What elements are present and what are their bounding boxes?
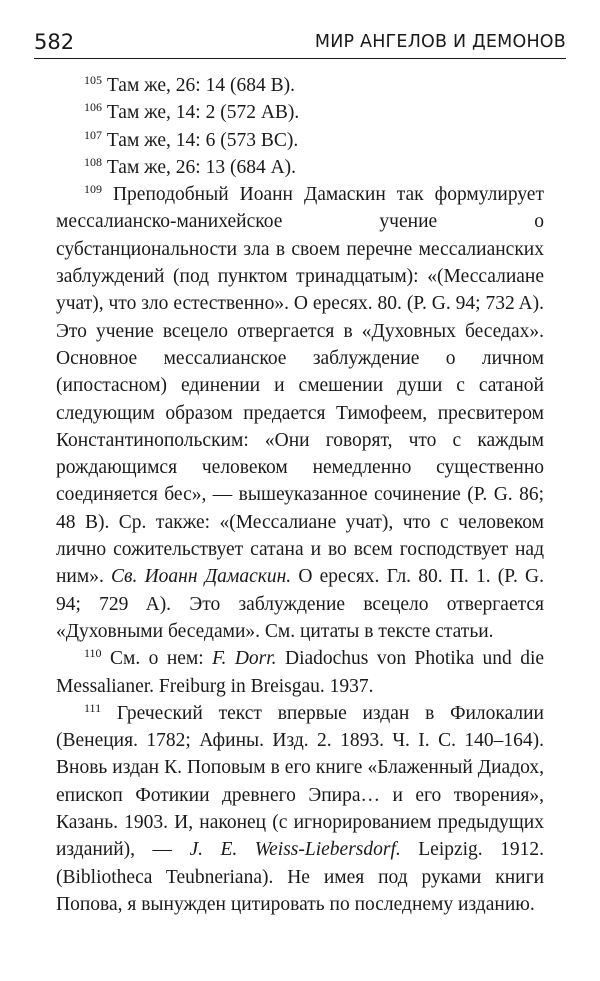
footnote-number: 109 xyxy=(84,182,102,197)
footnote-number: 106 xyxy=(84,100,102,115)
footnote-108 xyxy=(56,154,544,181)
footnote-110 xyxy=(56,645,544,700)
footnote-text: Там же, 14: 2 (572 АВ). xyxy=(106,102,300,124)
footnote-number: 110 xyxy=(84,646,102,661)
page-number: 582 xyxy=(34,30,75,54)
footnote-text: Там же, 26: 13 (684 А). xyxy=(106,156,297,178)
footnote-number: 111 xyxy=(84,700,102,715)
footnote-text-continued: О ересях. Гл. 80. П. 1. (P. G. 94; 729 A). Это заблуждение всецело отвергается «Духовными беседами». См. цитаты в тексте статьи. xyxy=(56,566,545,642)
footnote-text: Diadochus von Photika und die Messalianer. Freiburg in Breisgau. 1937. xyxy=(56,648,545,697)
footnote-text-continued: Leipzig. 1912. (Bibliotheca Teubneriana). Не имея под руками книги Попова, я вынужден цитировать по последнему изданию. xyxy=(56,839,545,915)
footnote-number: 105 xyxy=(84,73,102,87)
footnote-107 xyxy=(56,127,544,154)
footnote-109 xyxy=(56,181,544,645)
footnote-number: 108 xyxy=(84,154,102,169)
footnote-author: J. E. Weiss-Liebersdorf. xyxy=(189,839,401,861)
footnote-number: 107 xyxy=(84,127,102,142)
footnote-text: Греческий текст впервые издан в Филокалии (Венеция. 1782; Афины. Изд. 2. 1893. Ч. I. С. 140–164). Вновь издан К. Поповым в его книге «Блаженный Диадох, епископ Фотикии древнего Эпира… и его творения», Казань. 1903. И, наконец (с игнорированием предыдущих изданий), — xyxy=(56,702,544,861)
footnote-106 xyxy=(56,99,544,126)
footnote-prefix: См. о нем: xyxy=(110,648,204,670)
footnote-author: F. Dorr. xyxy=(212,648,277,670)
running-title: МИР АНГЕЛОВ И ДЕМОНОВ xyxy=(314,32,566,52)
footnote-text: Там же, 26: 14 (684 B). xyxy=(106,75,295,96)
footnote-author: Св. Иоанн Дамаскин. xyxy=(111,566,292,588)
footnote-text: Преподобный Иоанн Дамаскин так формулирует мессалианско-манихейское учение о субстанциональности зла в своем перечне мессалианских заблуждений (под пунктом тринадцатым): «(Мессалиане учат), что зло естественно». О ересях. 80. (P. G. 94; 732 A). Это учение всецело отвергается в «Духовных беседах». Основное мессалианское заблуждение о личном (ипостасном) единении и смешении души с сатаной следующим образом предается Тимофеем, пресвитером Константинопольским: «Они говорят, что с каждым рождающимся человеком немедленно существенно соединяется бес», — вышеуказанное сочинение (P. G. 86; 48 B). Ср. также: «(Мессалиане учат), что с человеком лично сожительствует сатана и во всем господствует над ним». xyxy=(56,184,544,588)
footnote-105 xyxy=(56,72,544,99)
page-header xyxy=(34,26,566,59)
footnote-111 xyxy=(56,700,544,918)
footnote-text: Там же, 14: 6 (573 ВС). xyxy=(106,129,299,151)
footnotes xyxy=(56,72,544,918)
